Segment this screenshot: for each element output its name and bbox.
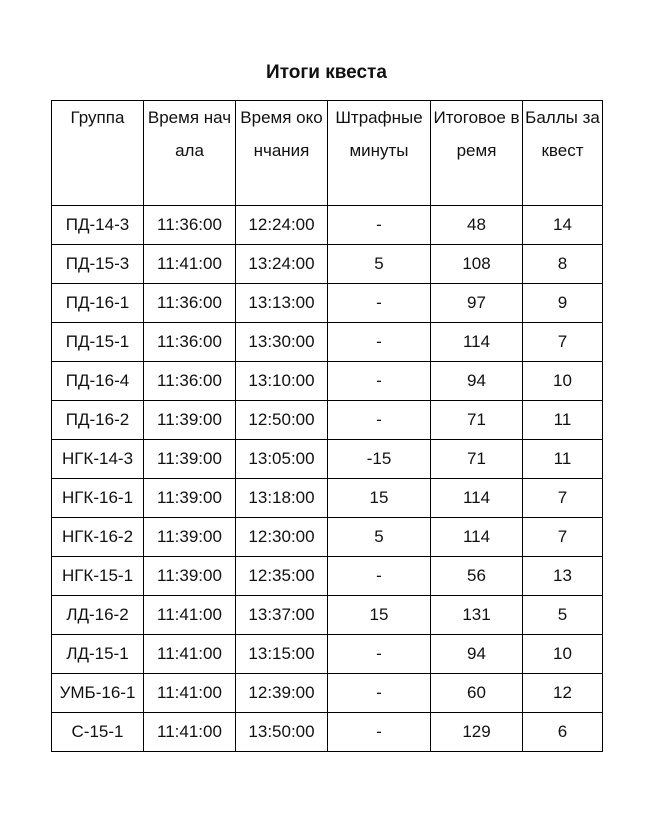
- table-cell: ЛД-16-2: [52, 596, 144, 635]
- table-cell: -: [328, 362, 431, 401]
- table-cell: НГК-16-2: [52, 518, 144, 557]
- table-cell: 71: [431, 440, 523, 479]
- table-cell: ПД-16-4: [52, 362, 144, 401]
- column-header: Итоговое время: [431, 101, 523, 206]
- column-header: Время окончания: [236, 101, 328, 206]
- table-row: [52, 401, 603, 440]
- table-cell: 7: [523, 518, 603, 557]
- table-cell: 13:13:00: [236, 284, 328, 323]
- column-header: Баллы за квест: [523, 101, 603, 206]
- table-cell: 11:36:00: [144, 323, 236, 362]
- table-cell: 11:41:00: [144, 674, 236, 713]
- table-cell: 7: [523, 479, 603, 518]
- table-cell: 14: [523, 206, 603, 245]
- table-cell: 71: [431, 401, 523, 440]
- table-cell: 6: [523, 713, 603, 752]
- table-row: [52, 713, 603, 752]
- table-cell: 114: [431, 323, 523, 362]
- table-cell: 12:30:00: [236, 518, 328, 557]
- table-cell: С-15-1: [52, 713, 144, 752]
- results-table: [51, 100, 603, 752]
- table-cell: 11:39:00: [144, 440, 236, 479]
- table-cell: 7: [523, 323, 603, 362]
- column-header: Время начала: [144, 101, 236, 206]
- table-cell: НГК-16-1: [52, 479, 144, 518]
- table-row: [52, 635, 603, 674]
- table-cell: 12:24:00: [236, 206, 328, 245]
- table-cell: -: [328, 323, 431, 362]
- table-row: [52, 245, 603, 284]
- table-cell: 13:30:00: [236, 323, 328, 362]
- table-cell: ПД-15-3: [52, 245, 144, 284]
- table-cell: 60: [431, 674, 523, 713]
- table-cell: 13:15:00: [236, 635, 328, 674]
- table-cell: -: [328, 206, 431, 245]
- table-cell: ПД-16-1: [52, 284, 144, 323]
- table-body: [52, 206, 603, 752]
- table-cell: 15: [328, 479, 431, 518]
- table-cell: 11:41:00: [144, 596, 236, 635]
- table-cell: 12:35:00: [236, 557, 328, 596]
- table-cell: 11: [523, 440, 603, 479]
- table-cell: 108: [431, 245, 523, 284]
- column-header: Штрафные минуты: [328, 101, 431, 206]
- table-cell: 56: [431, 557, 523, 596]
- table-cell: ПД-15-1: [52, 323, 144, 362]
- table-cell: -: [328, 284, 431, 323]
- table-cell: 10: [523, 362, 603, 401]
- table-cell: ПД-16-2: [52, 401, 144, 440]
- table-cell: 13:37:00: [236, 596, 328, 635]
- table-cell: 11:36:00: [144, 362, 236, 401]
- table-cell: -: [328, 635, 431, 674]
- table-cell: ЛД-15-1: [52, 635, 144, 674]
- table-cell: 13:24:00: [236, 245, 328, 284]
- table-cell: 15: [328, 596, 431, 635]
- table-row: [52, 284, 603, 323]
- table-cell: 13: [523, 557, 603, 596]
- table-cell: 9: [523, 284, 603, 323]
- table-row: [52, 557, 603, 596]
- table-cell: 48: [431, 206, 523, 245]
- table-row: [52, 362, 603, 401]
- table-row: [52, 206, 603, 245]
- table-cell: 13:05:00: [236, 440, 328, 479]
- table-cell: 5: [328, 518, 431, 557]
- table-cell: 12:39:00: [236, 674, 328, 713]
- table-cell: 11:39:00: [144, 479, 236, 518]
- table-cell: 12: [523, 674, 603, 713]
- table-cell: 5: [328, 245, 431, 284]
- table-row: [52, 479, 603, 518]
- table-cell: 94: [431, 362, 523, 401]
- table-cell: 129: [431, 713, 523, 752]
- table-cell: -: [328, 713, 431, 752]
- table-cell: НГК-14-3: [52, 440, 144, 479]
- table-cell: 10: [523, 635, 603, 674]
- table-cell: 11:39:00: [144, 401, 236, 440]
- table-cell: -: [328, 674, 431, 713]
- table-row: [52, 674, 603, 713]
- table-cell: 11:39:00: [144, 518, 236, 557]
- table-cell: 114: [431, 518, 523, 557]
- column-header: Группа: [52, 101, 144, 206]
- table-cell: 12:50:00: [236, 401, 328, 440]
- table-row: [52, 440, 603, 479]
- table-row: [52, 323, 603, 362]
- table-cell: 97: [431, 284, 523, 323]
- table-cell: 11:41:00: [144, 245, 236, 284]
- table-cell: ПД-14-3: [52, 206, 144, 245]
- table-cell: 11:36:00: [144, 206, 236, 245]
- table-cell: 5: [523, 596, 603, 635]
- table-cell: 13:50:00: [236, 713, 328, 752]
- table-cell: -: [328, 557, 431, 596]
- table-header-row: [52, 101, 603, 206]
- page-title: Итоги квеста: [266, 62, 387, 83]
- table-cell: -15: [328, 440, 431, 479]
- table-cell: 94: [431, 635, 523, 674]
- table-row: [52, 518, 603, 557]
- table-cell: 11:41:00: [144, 713, 236, 752]
- table-cell: НГК-15-1: [52, 557, 144, 596]
- table-cell: 11:41:00: [144, 635, 236, 674]
- table-cell: 13:18:00: [236, 479, 328, 518]
- table-cell: 11:39:00: [144, 557, 236, 596]
- table-cell: 131: [431, 596, 523, 635]
- table-cell: 8: [523, 245, 603, 284]
- table-row: [52, 596, 603, 635]
- table-cell: 11: [523, 401, 603, 440]
- table-cell: УМБ-16-1: [52, 674, 144, 713]
- table-cell: 11:36:00: [144, 284, 236, 323]
- table-cell: 114: [431, 479, 523, 518]
- table-cell: -: [328, 401, 431, 440]
- table-cell: 13:10:00: [236, 362, 328, 401]
